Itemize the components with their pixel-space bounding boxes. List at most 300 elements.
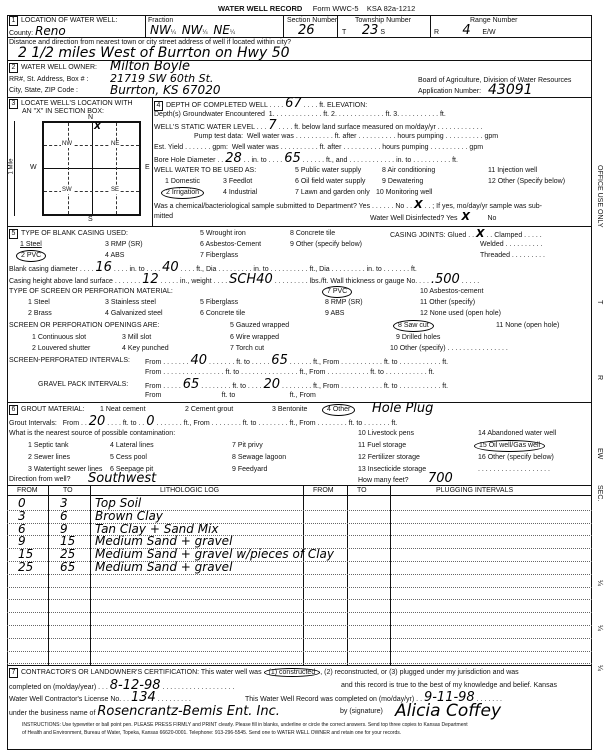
direction-value[interactable]: Southwest xyxy=(88,471,157,486)
opening-louvered[interactable]: 2 Louvered shutter xyxy=(32,345,91,352)
depth-value: 67 xyxy=(285,96,302,111)
use-oilfield[interactable]: 6 Oil field water supply xyxy=(295,178,366,185)
screen-brass[interactable]: 2 Brass xyxy=(28,310,52,317)
divider xyxy=(430,15,431,37)
log-to-cell[interactable]: 25 xyxy=(60,547,76,562)
grout-intervals[interactable]: Grout Intervals: From . . 20 . . . . ft. to . . 0 . . . . . . . ft., From . . . . . . . . ft. to . . . . . . . . ft., From . . . . . . . . ft. to . . . . . . . ft. xyxy=(9,414,398,429)
nw-quadrant: NW xyxy=(62,141,72,147)
glued-mark: X xyxy=(475,227,485,240)
section-number-value[interactable]: 26 xyxy=(298,23,315,38)
ft-after-label: ft. after xyxy=(319,144,342,151)
ft-to-label: ft. to xyxy=(383,359,398,366)
contam-sewer[interactable]: 2 Sewer lines xyxy=(28,454,71,461)
west-label: W xyxy=(30,164,37,171)
ft-after-label: ft. after xyxy=(334,133,357,140)
screen-interval-2[interactable]: From . . . . . . . . . . . . . . . . ft. to . . . . . . . . . . . . . . . ft., From . . . . . . . . . . . ft. to . . . . . . . . . . . ft. xyxy=(145,369,435,376)
bore-field[interactable]: Bore Hole Diameter . . 28 . . in. to . . . . 65 . . . . . . ft., and . . . . . . . . . . . . in. to . . . . . . . . . . ft. xyxy=(154,151,458,166)
completed-field[interactable]: completed on (mo/day/year) . . . 8-12-98 . . . . . . . . . . . . . . . . . . . xyxy=(9,678,235,693)
log-desc-cell[interactable]: Top Soil xyxy=(95,496,142,510)
ft-from-label: ft., From xyxy=(183,420,210,427)
ft-to-label: ft. to xyxy=(370,369,384,376)
use-public[interactable]: 5 Public water supply xyxy=(295,167,362,174)
bore-value: 28 xyxy=(225,151,242,166)
township-label: Township Number xyxy=(355,17,412,24)
section-number: 4 xyxy=(154,101,163,111)
casing-steel[interactable]: 1 Steel xyxy=(20,241,42,248)
use-lawn[interactable]: 7 Lawn and garden only xyxy=(295,189,370,196)
ft-label: ft. xyxy=(442,383,449,390)
ft-and-label: ft., and xyxy=(326,157,348,164)
screen-interval-1[interactable]: From . . . . . . . 40 . . . . . . . ft. to . . . . . 65 . . . . . . ft., From . . . . . . . . . . . ft. to . . . . . . . . . . . ft. xyxy=(145,353,449,368)
section-label-2: AN "X" IN SECTION BOX: xyxy=(22,108,104,115)
ft-label: ft. xyxy=(411,266,417,273)
height-label: Casing height above land surface xyxy=(9,278,113,285)
opening-torch[interactable]: 7 Torch cut xyxy=(230,345,265,352)
use-feedlot[interactable]: 3 Feedlot xyxy=(223,178,253,185)
ksa-number: KSA 82a-1212 xyxy=(366,4,416,13)
form-title xyxy=(218,4,415,14)
groundwater-field[interactable]: Depth(s) Groundwater Encountered 1. . . . . . . . . . . . . ft. 2. . . . . . . . . . . . . ft. 3. . . . . . . . . . . ft. xyxy=(154,111,446,118)
opening-key[interactable]: 4 Key punched xyxy=(122,345,169,352)
office-q2: ¼ xyxy=(596,625,603,631)
business-value: Rosencrantz-Bemis Ent. Inc. xyxy=(97,704,280,719)
opening-gauzed[interactable]: 5 Gauzed wrapped xyxy=(230,322,290,329)
distance-label: Distance and direction from nearest town or city street address of well if located within city? xyxy=(9,39,292,46)
well-water-label: Well water was xyxy=(231,144,279,151)
record-date-field[interactable]: This Water Well Record was completed on (mo/day/yr) . . 9-11-98 . . . . . . . xyxy=(245,690,502,705)
casing-rmp[interactable]: 3 RMP (SR) xyxy=(105,241,143,248)
opening-wire[interactable]: 6 Wire wrapped xyxy=(230,334,280,341)
log-from-cell[interactable]: 9 xyxy=(18,534,26,549)
joints-welded[interactable]: Welded . . . . . . . . . . xyxy=(480,241,543,248)
record-label: This Water Well Record was completed on (mo/day/yr) xyxy=(245,696,415,703)
contam-lagoon[interactable]: 8 Sewage lagoon xyxy=(232,454,287,461)
address-value[interactable]: 21719 SW 60th St. xyxy=(110,72,214,85)
ft-label: ft. xyxy=(442,359,449,366)
grout-from-value: 20 xyxy=(88,414,106,429)
screen-none[interactable]: 12 None used (open hole) xyxy=(420,310,501,317)
opening-other[interactable]: 10 Other (specify) . . . . . . . . . . . . . . . . xyxy=(390,345,508,352)
office-q1: ¼ xyxy=(596,580,603,586)
range-label: Range Number xyxy=(470,17,518,24)
ft-label: ft. xyxy=(439,111,446,118)
opening-saw[interactable]: 8 Saw cut xyxy=(393,320,434,332)
clamped-label: Clamped xyxy=(494,232,523,239)
ew-label: E/W xyxy=(482,29,496,36)
joints-glued[interactable]: CASING JOINTS: Glued . . X . . Clamped . . . . . xyxy=(390,227,542,240)
in-to-label: in. to xyxy=(366,266,382,273)
log-to-cell[interactable]: 65 xyxy=(60,560,76,574)
no-label: No xyxy=(487,215,497,222)
contam-fuel[interactable]: 11 Fuel storage xyxy=(358,442,407,449)
static-label: WELL'S STATIC WATER LEVEL xyxy=(154,124,255,131)
gpm-label: gpm: xyxy=(212,144,228,151)
from-label: From xyxy=(145,359,162,366)
casing-other[interactable]: 9 Other (specify below) xyxy=(290,241,362,248)
contam-other-line[interactable]: . . . . . . . . . . . . . . . . . . . xyxy=(478,466,550,473)
sw-quadrant: SW xyxy=(62,187,72,193)
gw3-label: ft. 3. xyxy=(385,111,400,118)
constructed-option[interactable]: (1) constructed xyxy=(264,668,321,677)
screen-fiberglass[interactable]: 5 Fiberglass xyxy=(200,299,239,306)
in-to-label: in. to xyxy=(129,266,145,273)
log-from-cell[interactable]: 25 xyxy=(18,560,34,574)
range-value: 4 xyxy=(462,23,471,38)
direction-label: Direction from well? xyxy=(9,476,71,483)
divider xyxy=(7,226,592,227)
quarter-symbol: ¼ xyxy=(202,30,208,36)
section-label: Section Number xyxy=(287,17,338,24)
welded-label: Welded xyxy=(480,241,504,248)
how-many-value[interactable]: 700 xyxy=(428,471,453,486)
dia-label: Blank casing diameter xyxy=(9,266,78,273)
east-label: E xyxy=(145,164,150,171)
grout-intervals-label: Grout Intervals: xyxy=(9,420,57,427)
log-to-header: TO xyxy=(63,487,73,494)
static-level-field[interactable]: WELL'S STATIC WATER LEVEL . . . 7 . . . . ft. below land surface measured on mo/day/yr . . . . . . . . . . . . xyxy=(154,118,483,133)
quarter-2: NW xyxy=(181,23,203,37)
grout-neat[interactable]: 1 Neat cement xyxy=(100,406,146,413)
ft-dia-label: ft., Dia xyxy=(309,266,330,273)
use-other[interactable]: 12 Other (Specify below) xyxy=(488,178,566,185)
section-number: 6 xyxy=(9,405,18,415)
office-ew: EW xyxy=(596,448,603,460)
owner-label: WATER WELL OWNER: xyxy=(21,64,97,71)
gravel-interval-1[interactable]: From . . . . . 65 . . . . . . . . ft. to . . . . 20 . . . . . . . . ft., From . . . . . . . . . . . ft. to . . . . . . . . . . . ft. xyxy=(145,377,449,392)
yield-label: Est. Yield xyxy=(154,144,184,151)
ne-quadrant: NE xyxy=(111,141,120,147)
screen-galvanized[interactable]: 4 Galvanized steel xyxy=(105,310,163,317)
from-label: From xyxy=(145,369,162,376)
contam-lateral[interactable]: 4 Lateral lines xyxy=(110,442,154,449)
gpm-label: gpm xyxy=(484,133,499,140)
contam-other[interactable]: 16 Other (specify below) xyxy=(478,454,554,461)
log-desc-cell[interactable]: Medium Sand + gravel xyxy=(95,534,233,549)
disinfect-label: Water Well Disinfected? xyxy=(370,215,445,222)
casing-pvc[interactable]: 2 PVC xyxy=(16,250,46,262)
elevation-label: ft. ELEVATION: xyxy=(319,102,368,109)
casing-concrete[interactable]: 8 Concrete tile xyxy=(290,230,336,237)
row-line xyxy=(7,599,592,600)
divider xyxy=(7,60,592,61)
contam-septic[interactable]: 1 Septic tank xyxy=(28,442,69,449)
section-number: 2 xyxy=(9,63,18,73)
chem-no-mark: X xyxy=(414,198,423,211)
use-air[interactable]: 8 Air conditioning xyxy=(382,167,436,174)
contam-privy[interactable]: 7 Pit privy xyxy=(232,442,263,449)
signature-label: by (signature) xyxy=(340,708,383,715)
gravel-interval-2[interactable] xyxy=(145,391,316,401)
log-to-cell[interactable]: 9 xyxy=(60,521,68,536)
joints-threaded[interactable]: Threaded . . . . . . . . . xyxy=(480,252,545,259)
casing-height-field[interactable]: Casing height above land surface . . . . . . . 12 . . . . . in., weight . . . . SCH40 . . . . . . . . . lbs./ft. Wall thickness or gauge No. . . . .500 . . . . . xyxy=(9,272,480,287)
gw1-label: 1. xyxy=(268,111,275,118)
form-number: Form WWC-5 xyxy=(312,4,359,13)
use-domestic[interactable]: 1 Domestic xyxy=(165,178,201,185)
signature[interactable]: Alicia Coffey xyxy=(395,701,502,721)
log-desc-cell[interactable]: Medium Sand + gravel w/pieces of Clay xyxy=(95,547,334,562)
threaded-label: Threaded xyxy=(480,252,510,259)
instructions-line-1: INSTRUCTIONS: Use typewriter or ball point pen. PLEASE PRESS FIRMLY and PRINT clearly. Please fill in blanks, underline or circle the correct answers. Send top three copies to Kansas Department xyxy=(22,722,468,728)
application-label: Application Number: xyxy=(418,88,482,95)
row-line xyxy=(7,638,592,639)
section-number: 7 xyxy=(9,668,18,678)
quarter-3: NE xyxy=(213,23,230,37)
use-industrial[interactable]: 4 Industrial xyxy=(223,189,258,196)
use-irrigation[interactable]: 2 Irrigation xyxy=(161,187,204,199)
true-label: and this record is true to the best of my knowledge and belief. Kansas xyxy=(341,682,557,689)
ft-to-label: ft. to xyxy=(232,383,246,390)
static-rest: ft. below land surface measured on mo/day/yr xyxy=(294,124,436,131)
grout-to-value: 0 xyxy=(146,414,155,429)
ft-to-label: ft. to xyxy=(225,369,240,376)
well-water-label: Well water was xyxy=(246,133,294,140)
certification-line xyxy=(9,668,519,678)
business-field[interactable] xyxy=(9,706,280,719)
hours-label: hours pumping xyxy=(382,144,429,151)
divider xyxy=(7,665,592,666)
casing-diameter-field[interactable]: Blank casing diameter . . . . 16 . . . . in. to . . . . 40 . . . . ft., Dia . . . . . . . . . in. to . . . . . . . . . . ft., Dia . . . . . . . . . in. to . . . . . . . ft. xyxy=(9,260,417,275)
contam-oil-gas[interactable]: 15 Oil well/Gas well xyxy=(474,440,545,452)
screen-abs[interactable]: 9 ABS xyxy=(325,310,345,317)
office-q3: ¼ xyxy=(596,665,603,671)
owner-value[interactable]: Milton Boyle xyxy=(110,59,191,74)
casing-heading xyxy=(9,229,128,239)
pump-label: Pump test data: xyxy=(194,133,244,140)
quarter-symbol: ¼ xyxy=(229,30,235,36)
contamination-label: What is the nearest source of possible contamination: xyxy=(9,430,176,437)
opening-drilled[interactable]: 9 Drilled holes xyxy=(396,334,441,341)
contam-fertilizer[interactable]: 12 Fertilizer storage xyxy=(358,454,420,461)
depth-label: DEPTH OF COMPLETED WELL xyxy=(166,102,268,109)
section-number: 3 xyxy=(9,99,18,109)
application-number[interactable]: 43091 xyxy=(488,82,533,98)
north-label: N xyxy=(88,114,94,121)
row-line xyxy=(7,651,592,652)
ft-dia-label: ft., Dia xyxy=(196,266,217,273)
openings-label: SCREEN OR PERFORATION OPENINGS ARE: xyxy=(9,322,160,329)
ft-to-label: ft. to xyxy=(236,359,250,366)
township-value: 23 xyxy=(361,23,379,38)
screen-pvc[interactable]: 7 PVC xyxy=(322,286,352,298)
s-label: S xyxy=(380,29,386,36)
in-to-label: in. to xyxy=(253,266,269,273)
row-line xyxy=(7,587,592,588)
disinfected-field[interactable] xyxy=(370,212,496,224)
screen-other[interactable]: 11 Other (specify) xyxy=(420,299,476,306)
log-from-cell[interactable]: 6 xyxy=(18,521,26,536)
ft-to-label: ft. to xyxy=(221,392,236,399)
township-field[interactable] xyxy=(342,23,386,38)
static-value: 7 xyxy=(268,118,277,133)
title-text: WATER WELL RECORD xyxy=(218,4,303,13)
divider xyxy=(145,15,146,37)
screen-from-value: 40 xyxy=(190,353,208,368)
chem-label: Was a chemical/bacteriological sample submitted to Department? Yes xyxy=(154,203,371,210)
bore-to-value: 65 xyxy=(284,151,301,166)
divider xyxy=(7,402,592,403)
log-to-cell[interactable]: 6 xyxy=(60,508,68,523)
contam-abandoned[interactable]: 14 Abandoned water well xyxy=(478,430,557,437)
city-value[interactable]: Burrton, KS 67020 xyxy=(110,83,221,97)
ft-label: ft. xyxy=(391,420,398,427)
plugging-header: PLUGGING INTERVALS xyxy=(436,487,514,494)
business-label: under the business name of xyxy=(9,710,96,717)
in-to-label: in. to xyxy=(251,157,267,164)
casing-abs[interactable]: 4 ABS xyxy=(105,252,125,259)
cert-rest: , (2) reconstructed, or (3) plugged under my jurisdiction and was xyxy=(320,669,519,676)
section-box[interactable] xyxy=(42,121,141,216)
record-date-value: 9-11-98 xyxy=(423,690,475,705)
log-to-cell[interactable]: 3 xyxy=(60,496,68,510)
screen-steel[interactable]: 1 Steel xyxy=(28,299,50,306)
contam-cess[interactable]: 5 Cess pool xyxy=(110,454,147,461)
log-from-cell[interactable]: 15 xyxy=(18,547,34,562)
contam-watertight[interactable]: 3 Watertight sewer lines xyxy=(28,466,103,473)
use-monitoring[interactable]: 10 Monitoring well xyxy=(376,189,433,196)
log-to-cell[interactable]: 15 xyxy=(60,534,76,549)
use-dewatering[interactable]: 9 Dewatering xyxy=(382,178,424,185)
yes-label: Yes xyxy=(446,215,458,222)
completed-value: 8-12-98 xyxy=(109,678,161,693)
opening-none[interactable]: 11 None (open hole) xyxy=(496,322,560,329)
office-t: T xyxy=(596,300,603,305)
in-to-label: in. to xyxy=(396,157,412,164)
log-from-cell[interactable]: 3 xyxy=(18,508,26,523)
t-label: T xyxy=(342,29,347,36)
owner-field[interactable] xyxy=(9,63,97,73)
casing-fiberglass[interactable]: 7 Fiberglass xyxy=(200,252,239,259)
r-label: R xyxy=(434,29,440,36)
casing-label: TYPE OF BLANK CASING USED: xyxy=(21,230,128,237)
depth-field[interactable]: 4 DEPTH OF COMPLETED WELL . . . . 67 . . . . ft. ELEVATION: xyxy=(154,99,367,111)
casing-asbestos[interactable]: 6 Asbestos-Cement xyxy=(200,241,262,248)
ft-to-label: ft. to xyxy=(383,383,398,390)
section-label: LOCATION OF WATER WELL: xyxy=(21,17,118,24)
no-label: No xyxy=(395,203,405,210)
license-field[interactable]: Water Well Contractor's License No. . . 134 . . . . . . . . . xyxy=(9,690,191,705)
gw2-label: ft. 2. xyxy=(323,111,337,118)
ft-label: ft. xyxy=(428,369,435,376)
ft-to-label: ft. to xyxy=(242,420,257,427)
weight-value: SCH40 xyxy=(229,272,273,287)
chem-rest: ; If yes, mo/day/yr sample was sub- xyxy=(432,203,542,210)
hours-label: hours pumping xyxy=(397,133,444,140)
gravel-from-value: 65 xyxy=(182,377,200,392)
weight-label: in., weight xyxy=(180,278,212,285)
log-desc-cell[interactable]: Brown Clay xyxy=(95,508,163,523)
office-r: R xyxy=(596,375,603,381)
fraction-field[interactable] xyxy=(150,25,235,38)
grout-other[interactable]: 4 Other xyxy=(322,404,355,416)
gpm-label: gpm xyxy=(469,144,484,151)
ft-from-label: ft., From xyxy=(299,369,326,376)
distance-value[interactable]: 2 1/2 miles West of Burrton on Hwy 50 xyxy=(18,45,290,61)
height-value: 12 xyxy=(142,272,159,287)
south-label: S xyxy=(88,216,93,223)
quarter-1: NW xyxy=(150,23,171,37)
yield-field[interactable]: Est. Yield . . . . . . . gpm: Well water was . . . . . . . . . . ft. after . . . . . . . . . . hours pumping . . . . . . . . . . gpm xyxy=(154,144,484,151)
county-value: Reno xyxy=(35,24,66,38)
location-mark: X xyxy=(94,122,101,132)
ft-to-label: ft. to xyxy=(348,420,363,427)
mile-line xyxy=(14,121,15,216)
log-desc-cell[interactable]: Tan Clay + Sand Mix xyxy=(95,521,219,536)
chem-sample-field[interactable]: Was a chemical/bacteriological sample submitted to Department? Yes . . . . . . No . . X . . ; If yes, mo/day/yr sample was sub- xyxy=(154,198,542,211)
office-sec: SEC. xyxy=(596,485,603,502)
screen-material-label: TYPE OF SCREEN OR PERFORATION MATERIAL: xyxy=(9,288,173,295)
row-line xyxy=(7,625,592,626)
ft-from-label: ft., From xyxy=(313,383,340,390)
office-use-label: OFFICE USE ONLY xyxy=(596,165,603,228)
range-field[interactable] xyxy=(434,23,496,38)
opening-mill[interactable]: 3 Mill slot xyxy=(122,334,152,341)
contam-feedyard[interactable]: 9 Feedyard xyxy=(232,466,268,473)
lbs-label: lbs./ft. Wall thickness or gauge No. xyxy=(309,278,418,285)
section-number: 1 xyxy=(9,16,18,26)
opening-continuous[interactable]: 1 Continuous slot xyxy=(32,334,87,341)
log-desc-cell[interactable]: Medium Sand + gravel xyxy=(95,560,233,574)
opening-other-label: 10 Other (specify) xyxy=(390,345,446,352)
contam-seepage[interactable]: 6 Seepage pit xyxy=(110,466,154,473)
gravel-label: GRAVEL PACK INTERVALS: xyxy=(38,381,129,388)
ft-from-label: ft., From xyxy=(289,392,316,399)
screen-asbestos[interactable]: 10 Asbestos-cement xyxy=(420,288,484,295)
screen-stainless[interactable]: 3 Stainless steel xyxy=(105,299,156,306)
screen-intervals-label: SCREEN-PERFORATED INTERVALS: xyxy=(9,357,130,364)
contam-insecticide[interactable]: 13 Insecticide storage xyxy=(358,466,427,473)
grout-cement[interactable]: 2 Cement grout xyxy=(185,406,234,413)
ft-to-label: ft. to xyxy=(122,420,137,427)
se-quadrant: SE xyxy=(111,187,120,193)
section-number: 5 xyxy=(9,229,18,239)
screen-concrete[interactable]: 6 Concrete tile xyxy=(200,310,246,317)
disinfect-yes-mark: X xyxy=(461,210,470,223)
log-from-header: FROM xyxy=(17,487,38,494)
plug-to-header: TO xyxy=(357,487,367,494)
from-label: From xyxy=(145,392,162,399)
bore-label: Bore Hole Diameter xyxy=(154,157,216,164)
casing-wrought[interactable]: 5 Wrought iron xyxy=(200,230,246,237)
mitted-label: mitted xyxy=(154,213,174,220)
mile-label: 1 Mile xyxy=(8,158,15,175)
section-label: LOCATE WELL'S LOCATION WITH xyxy=(21,100,133,107)
cert-label: CONTRACTOR'S OR LANDOWNER'S CERTIFICATION: This water well was xyxy=(21,669,262,676)
fraction-label: Fraction xyxy=(148,17,174,24)
joints-label: CASING JOINTS: Glued xyxy=(390,232,467,239)
grout-bentonite[interactable]: 3 Bentonite xyxy=(272,406,308,413)
pump-test-field[interactable]: Pump test data: Well water was . . . . . . . . . . ft. after . . . . . . . . . . hours pumping . . . . . . . . . . gpm xyxy=(194,133,499,140)
screen-rmp[interactable]: 8 RMP (SR) xyxy=(325,299,363,306)
use-label: WELL WATER TO BE USED AS: xyxy=(154,167,257,174)
groundwater-label: Depth(s) Groundwater Encountered xyxy=(154,111,265,118)
dia-value: 16 xyxy=(95,260,112,275)
license-value: 134 xyxy=(130,690,156,705)
from-label: From xyxy=(145,383,162,390)
address-label: RR#, St. Address, Box # : xyxy=(9,76,89,83)
divider xyxy=(152,97,153,226)
grout-label: GROUT MATERIAL: xyxy=(21,406,85,413)
county-label: County: xyxy=(9,30,34,37)
plug-from-header: FROM xyxy=(313,487,334,494)
grout-heading xyxy=(9,405,85,415)
log-from-cell[interactable]: 0 xyxy=(18,496,26,510)
grout-other-value[interactable]: Hole Plug xyxy=(372,401,434,416)
use-injection[interactable]: 11 Injection well xyxy=(488,167,538,174)
instructions-line-2: of Health and Environment, Bureau of Water, Topeka, Kansas 66620-0001. Telephone: 913-296-5545. Send one to WATER WELL OWNER and retain one for your records. xyxy=(22,730,402,736)
screen-to-value: 65 xyxy=(271,353,288,368)
contam-livestock[interactable]: 10 Livestock pens xyxy=(358,430,415,437)
